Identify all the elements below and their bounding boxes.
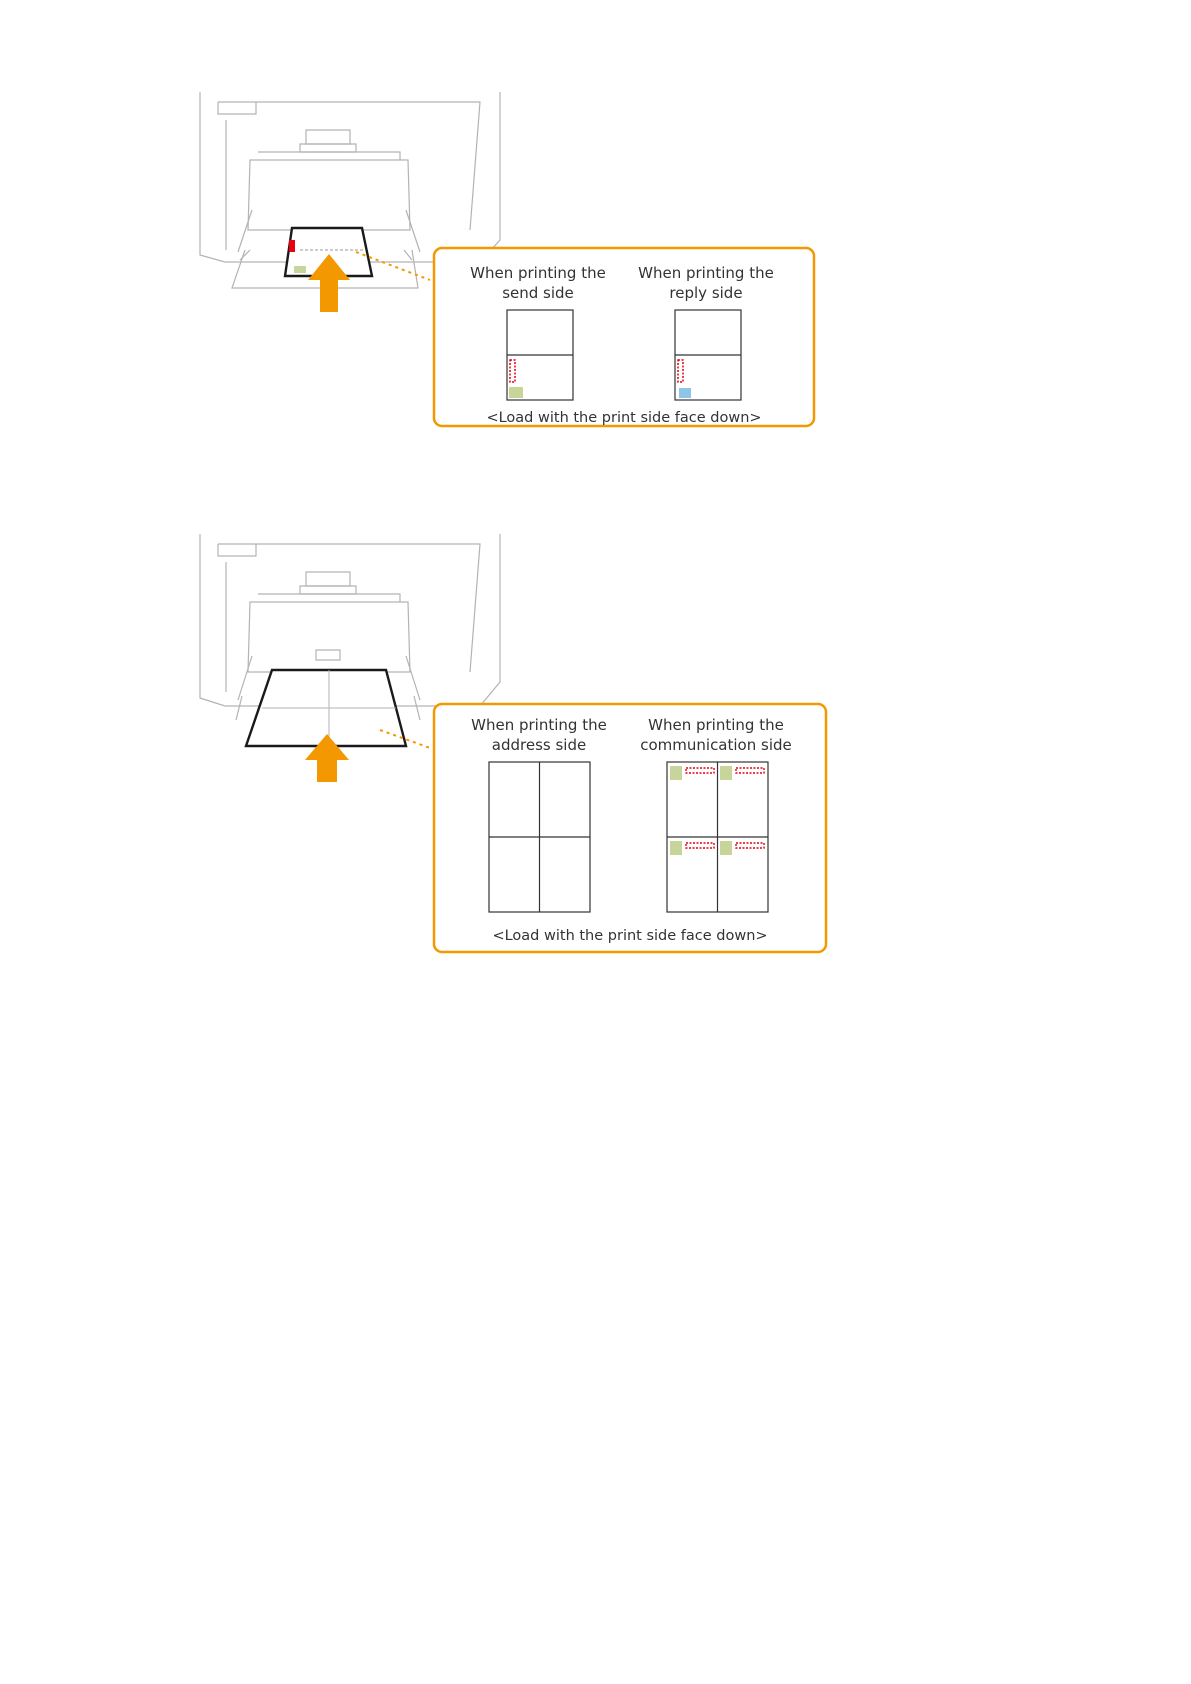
loaded-postcard (246, 670, 406, 746)
send-side-label-line2: send side (502, 284, 574, 302)
load-instruction-note: <Load with the print side face down> (486, 410, 762, 426)
send-side-label-line1: When printing the (470, 264, 606, 282)
figure1-svg (0, 80, 1191, 450)
address-side-label-line2: address side (491, 736, 587, 754)
address-side-label-line1: When printing the (471, 716, 607, 734)
reply-side-label-line2: reply side (669, 284, 743, 302)
postcard-thumbnail-address (489, 762, 590, 912)
communication-side-label-line1: When printing the (648, 716, 784, 734)
postcard-thumbnail-reply (675, 310, 741, 400)
communication-side-label-line2: communication side (640, 736, 792, 754)
postcard-thumbnail-communication (667, 762, 768, 912)
figure-four-up-postcard (0, 520, 1191, 970)
figure-postcard-reply (0, 80, 1191, 450)
figure2-svg (0, 520, 1191, 970)
reply-side-label-line1: When printing the (638, 264, 774, 282)
postcard-thumbnail-send (507, 310, 573, 400)
load-instruction-note: <Load with the print side face down> (492, 928, 768, 944)
